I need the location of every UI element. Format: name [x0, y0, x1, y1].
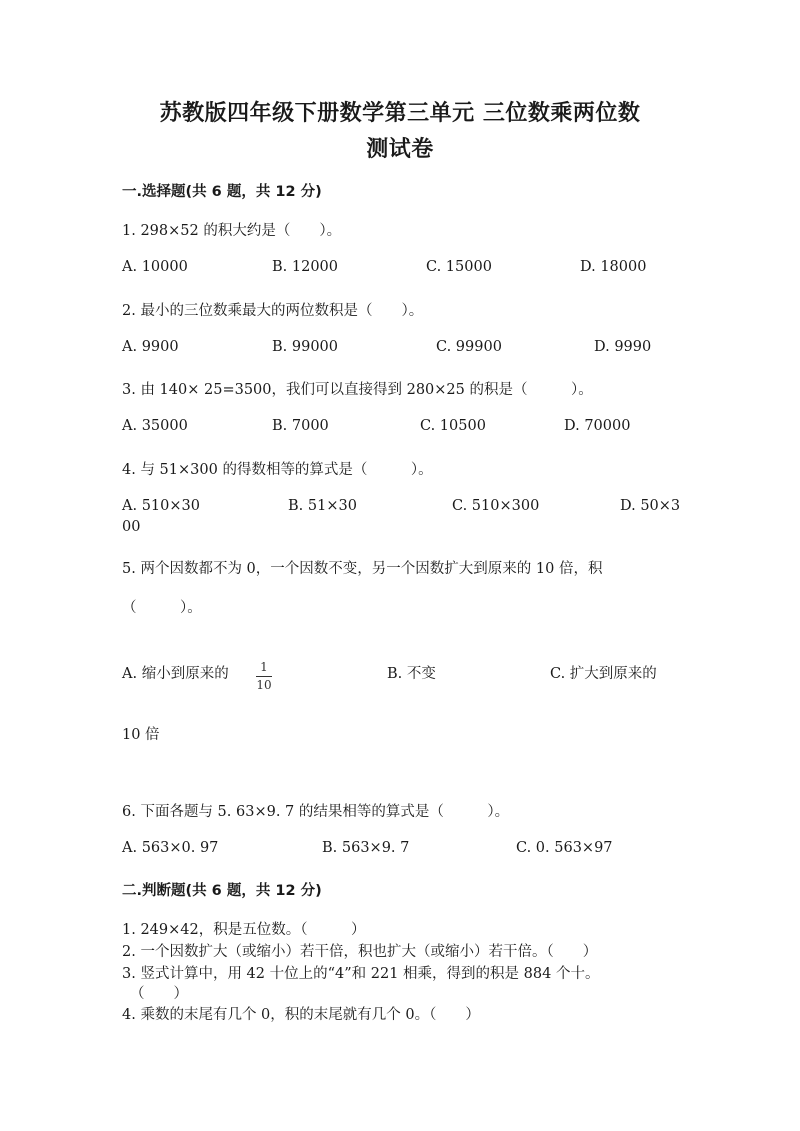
q2-option-d: D. 9990	[594, 339, 652, 355]
question-1: 1. 298×52 的积大约是（ ）。	[122, 223, 342, 239]
page-title-line2: 测试卷	[366, 136, 434, 162]
q6-option-c: C. 0. 563×97	[516, 840, 613, 856]
section-heading-judgment: 二.判断题(共 6 题，共 12 分)	[122, 883, 322, 899]
q1-option-c: C. 15000	[426, 259, 492, 275]
q1-option-d: D. 18000	[580, 259, 647, 275]
judgment-item-3-continuation: （ ）	[130, 986, 188, 1002]
question-2: 2. 最小的三位数乘最大的两位数积是（ ）。	[122, 303, 424, 319]
question-4: 4. 与 51×300 的得数相等的算式是（ ）。	[122, 462, 433, 478]
question-5-continuation: （ ）。	[122, 600, 202, 616]
q3-option-b: B. 7000	[272, 418, 329, 434]
q6-option-a: A. 563×0. 97	[122, 840, 219, 856]
judgment-item-4: 4. 乘数的末尾有几个 0，积的末尾就有几个 0。（ ）	[122, 1007, 480, 1023]
q4-option-a: A. 510×30	[122, 498, 200, 514]
judgment-item-2: 2. 一个因数扩大（或缩小）若干倍，积也扩大（或缩小）若干倍。（ ）	[122, 944, 598, 960]
question-5: 5. 两个因数都不为 0，一个因数不变，另一个因数扩大到原来的 10 倍，积	[122, 561, 603, 577]
judgment-item-1: 1. 249×42，积是五位数。（ ）	[122, 922, 366, 938]
q3-option-c: C. 10500	[420, 418, 486, 434]
judgment-item-3: 3. 竖式计算中，用 42 十位上的“4”和 221 相乘，得到的积是 884 个十。	[122, 966, 600, 982]
q6-option-b: B. 563×9. 7	[322, 840, 410, 856]
section-heading-choice: 一.选择题(共 6 题，共 12 分)	[122, 184, 322, 200]
q3-option-d: D. 70000	[564, 418, 631, 434]
fraction-bar	[256, 676, 272, 677]
fraction-numerator: 1	[260, 660, 268, 674]
q5-option-b: B. 不变	[387, 666, 436, 682]
q5-fraction	[256, 656, 272, 691]
q4-option-d: D. 50×3	[620, 498, 681, 514]
q5-option-a: A. 缩小到原来的	[122, 666, 229, 682]
q5-option-c-wrap: 10 倍	[122, 727, 160, 743]
q4-option-b: B. 51×30	[288, 498, 357, 514]
q4-option-c: C. 510×300	[452, 498, 540, 514]
q2-option-a: A. 9900	[122, 339, 179, 355]
q4-option-d-wrap: 00	[122, 519, 141, 535]
page-title-line1: 苏教版四年级下册数学第三单元 三位数乘两位数	[159, 100, 641, 126]
q5-option-c: C. 扩大到原来的	[550, 666, 657, 682]
question-3: 3. 由 140× 25=3500，我们可以直接得到 280×25 的积是（ ）。	[122, 382, 593, 398]
q2-option-c: C. 99900	[436, 339, 502, 355]
question-6: 6. 下面各题与 5. 63×9. 7 的结果相等的算式是（ ）。	[122, 804, 510, 820]
q3-option-a: A. 35000	[122, 418, 188, 434]
q2-option-b: B. 99000	[272, 339, 339, 355]
fraction-denominator: 10	[256, 678, 272, 692]
q1-option-b: B. 12000	[272, 259, 339, 275]
q1-option-a: A. 10000	[122, 259, 188, 275]
